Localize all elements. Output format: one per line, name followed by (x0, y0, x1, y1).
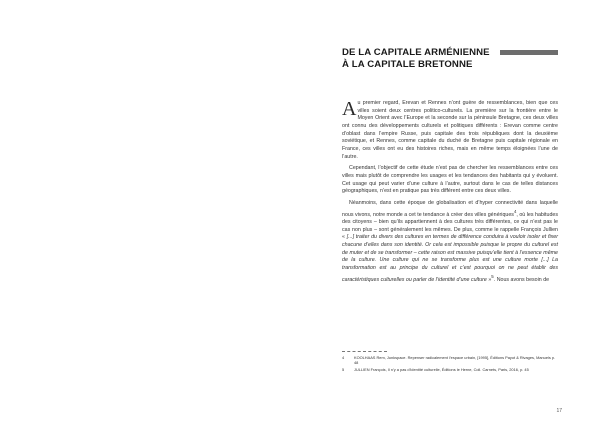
drop-cap: A (342, 98, 357, 120)
paragraph-2: Cependant, l’objectif de cette étude n’est pas de chercher les ressemblances entre ces villes mais plutôt de comprendre les usages et les tendances des habitants qui y évoluent. Cet usage qui peut varier d’une culture à l’autre, surtout dans le cas de telles distances géographiques, n’est en pratique pas très différent entre ces deux villes. (342, 165, 558, 195)
footnote-text: JULLIEN François, Il n’y a pas d’identité culturelle, Éditions le Herne, Coll. Carnets, Paris, 2016, p. 45 (354, 367, 529, 373)
paragraph-1 (342, 100, 558, 161)
page-number: 17 (556, 408, 562, 414)
footnote-ref-4[interactable]: 4 (513, 208, 517, 214)
footnote-separator (342, 351, 387, 352)
body-text (342, 100, 558, 288)
paragraph-3-quote-end: » (486, 276, 492, 283)
quote-jullien: [...] traiter du divers des cultures en termes de différence conduira à vouloir isoler et fixer chacune d’elles dans son identité. Or cela est impossible puisque le propre du culturel est de muter et de se transformer – cette raison est massive puisqu’elle tient à l’essence même de la culture. Une culture qui ne se transforme plus est une culture morte [...] La transformation est au principe du culturel et c’est pourquoi on ne peut établir des caractéristiques culturelles ou parler de l’identité d’une culture (342, 234, 558, 283)
footnote-4 (342, 355, 558, 365)
title-accent-bar (500, 50, 558, 55)
footnote-ref-5[interactable]: 5 (491, 273, 494, 279)
paragraph-3-start: Néanmoins, dans cette époque de globalisation et d’hyper connectivité dans laquelle nous vivons, notre monde a cet te tendance à créer des villes génériques (342, 199, 558, 218)
footnote-number: 5 (342, 367, 345, 373)
footnote-text: KOOLHAAS Rem, Junkspace. Repenser radicalement l’espace urbain, [1995], Éditions Payot & Rivages, Manuels p. 48 (354, 355, 556, 366)
paragraph-3 (342, 200, 558, 284)
chapter-title (342, 47, 502, 71)
paragraph-3-tail: . Nous avons besoin de (493, 276, 550, 283)
footnote-number: 4 (342, 355, 345, 360)
footnotes (342, 355, 558, 375)
chapter-title-line-2: À LA CAPITALE BRETONNE (342, 59, 473, 70)
footnote-5 (342, 367, 558, 372)
paragraph-1-text: u premier regard, Erevan et Rennes n’ont guère de ressemblances, bien que ces villes soient deux centres politico-culturels. La première sur la frontière entre le Moyen Orient avec l’Europe et la seconde sur la péninsule Bretagne, ces deux villes ont connu des développements culturels et politiques différents : Erevan comme centre d’oblast dans l’empire Russe, puis capitale des trois républiques dont la deuxième soviétique, et Rennes, comme capitale du duché de Bretagne puis capitale régionale en France, ces villes ont eu des histoires riches, mais en même temps éloignées l’une de l’autre. (342, 100, 558, 160)
paragraph-3-mid: , où les habitudes des citoyens – bien qu’ils appartiennent à des cultures très différentes, ce qui n’est pas le cas non plus – sont généralement les mêmes. De plus, comme le rappelle François Jullien « (342, 211, 558, 241)
chapter-title-line-1: DE LA CAPITALE ARMÉNIENNE (342, 47, 490, 58)
